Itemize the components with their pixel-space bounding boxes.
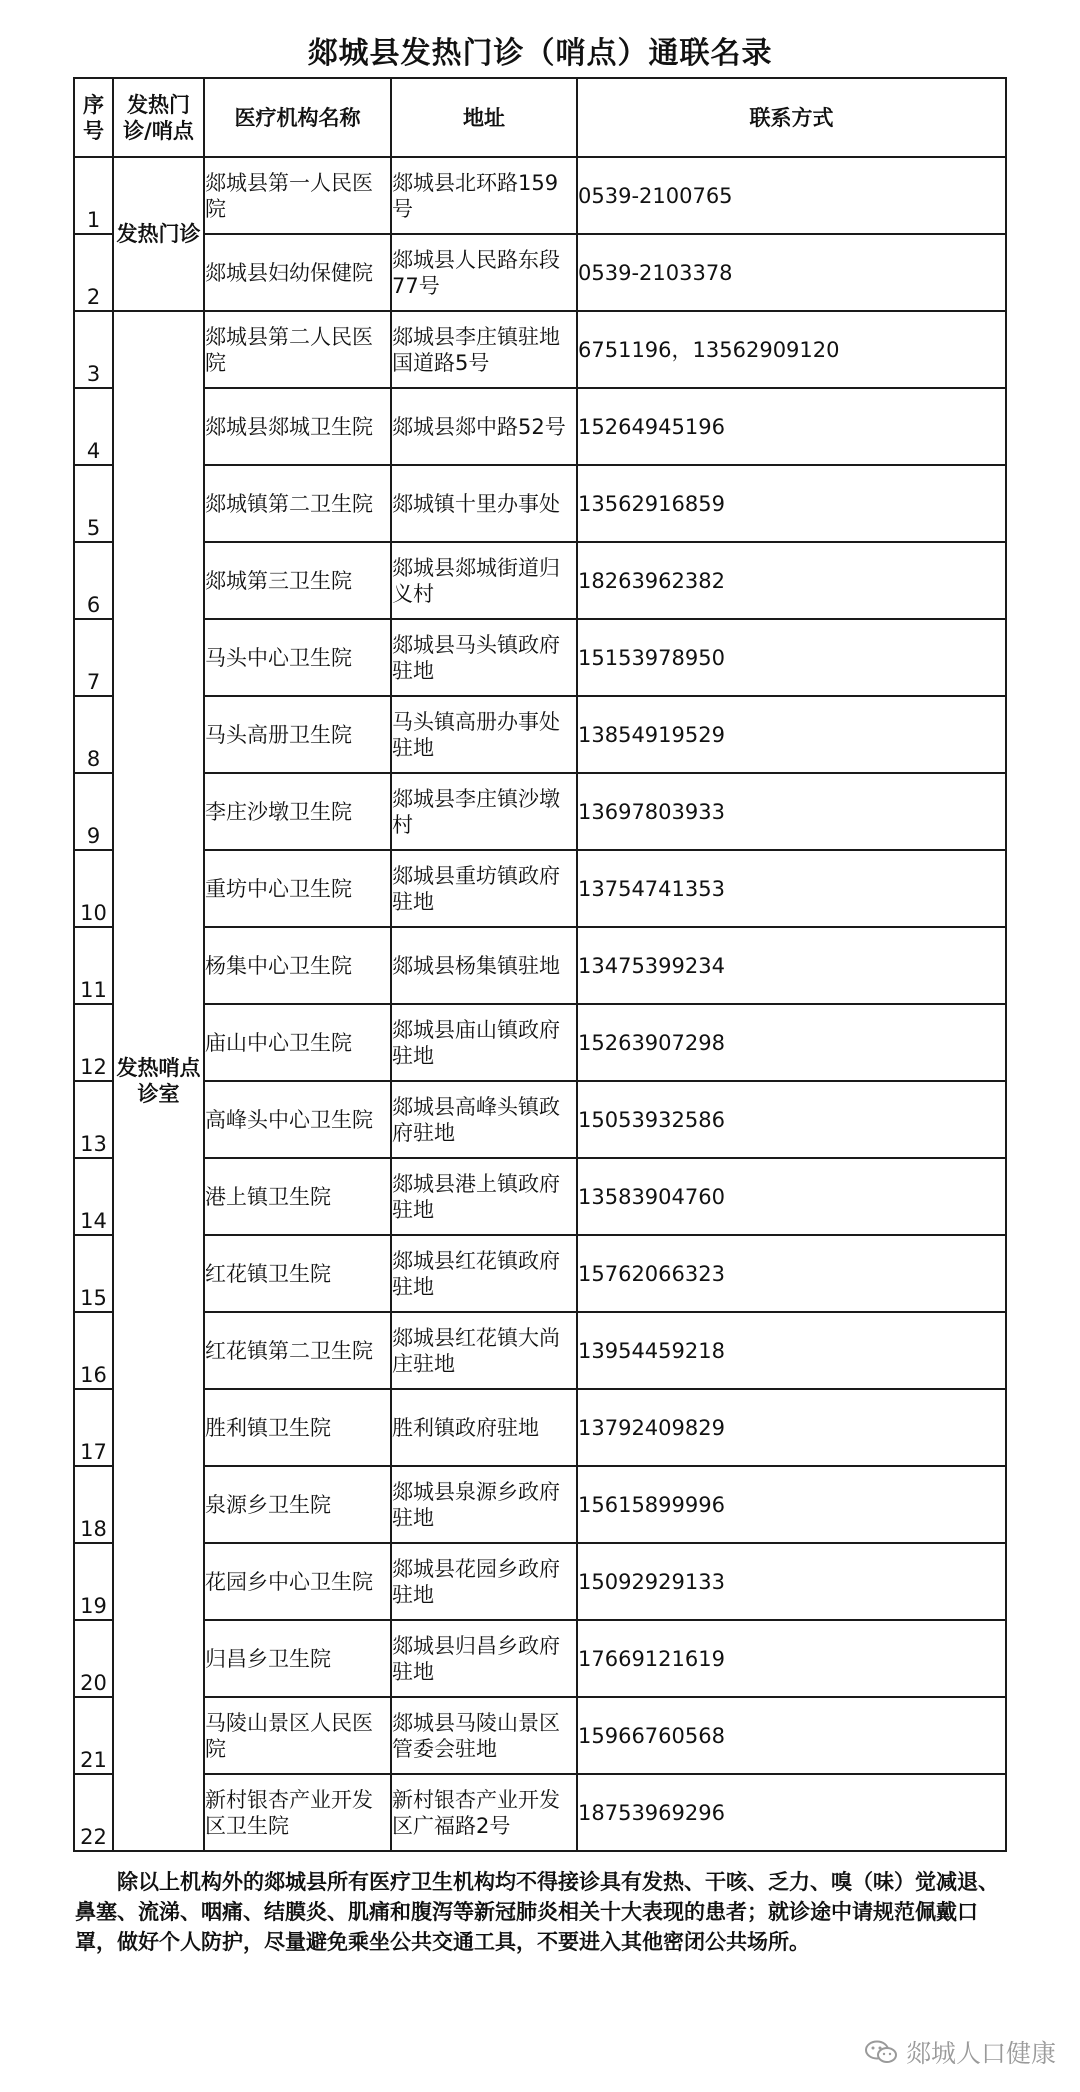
institution-name: 胜利镇卫生院 xyxy=(204,1389,391,1466)
contact-phone: 13583904760 xyxy=(577,1158,1006,1235)
table-row xyxy=(74,1543,1006,1620)
institution-name: 红花镇卫生院 xyxy=(204,1235,391,1312)
row-number: 10 xyxy=(74,850,113,927)
table-row xyxy=(74,1081,1006,1158)
row-number: 19 xyxy=(74,1543,113,1620)
row-number: 15 xyxy=(74,1235,113,1312)
table-row xyxy=(74,1389,1006,1466)
institution-name: 港上镇卫生院 xyxy=(204,1158,391,1235)
contact-phone: 0539-2103378 xyxy=(577,234,1006,311)
table-row xyxy=(74,850,1006,927)
row-number: 8 xyxy=(74,696,113,773)
institution-name: 马头中心卫生院 xyxy=(204,619,391,696)
header-clinic-type: 发热门诊/哨点 xyxy=(113,78,204,157)
watermark xyxy=(864,2034,1056,2070)
institution-name: 郯城县第二人民医院 xyxy=(204,311,391,388)
clinic-type-cell: 发热门诊 xyxy=(113,157,204,311)
institution-name: 归昌乡卫生院 xyxy=(204,1620,391,1697)
institution-name: 马头高册卫生院 xyxy=(204,696,391,773)
contact-phone: 13562916859 xyxy=(577,465,1006,542)
header-institution-name: 医疗机构名称 xyxy=(204,78,391,157)
table-row xyxy=(74,465,1006,542)
address: 郯城县泉源乡政府驻地 xyxy=(391,1466,577,1543)
row-number: 21 xyxy=(74,1697,113,1774)
row-number: 13 xyxy=(74,1081,113,1158)
address: 郯城县郯城街道归义村 xyxy=(391,542,577,619)
institution-name: 花园乡中心卫生院 xyxy=(204,1543,391,1620)
contact-phone: 15966760568 xyxy=(577,1697,1006,1774)
contact-phone: 15153978950 xyxy=(577,619,1006,696)
institution-name: 新村银杏产业开发区卫生院 xyxy=(204,1774,391,1851)
table-row xyxy=(74,1466,1006,1543)
institution-name: 庙山中心卫生院 xyxy=(204,1004,391,1081)
contact-phone: 17669121619 xyxy=(577,1620,1006,1697)
institution-name: 马陵山景区人民医院 xyxy=(204,1697,391,1774)
address: 马头镇高册办事处驻地 xyxy=(391,696,577,773)
table-row xyxy=(74,542,1006,619)
row-number: 4 xyxy=(74,388,113,465)
contact-phone: 13475399234 xyxy=(577,927,1006,1004)
watermark-text: 郯城人口健康 xyxy=(905,2039,1056,2068)
contact-phone: 15263907298 xyxy=(577,1004,1006,1081)
header-address: 地址 xyxy=(391,78,577,157)
contact-phone: 13754741353 xyxy=(577,850,1006,927)
contact-phone: 13697803933 xyxy=(577,773,1006,850)
contact-phone: 13792409829 xyxy=(577,1389,1006,1466)
wechat-icon xyxy=(864,2040,898,2064)
address: 郯城县人民路东段77号 xyxy=(391,234,577,311)
address: 郯城县李庄镇驻地国道路5号 xyxy=(391,311,577,388)
contact-phone: 15615899996 xyxy=(577,1466,1006,1543)
address: 郯城县北环路159号 xyxy=(391,157,577,234)
table-row xyxy=(74,1235,1006,1312)
row-number: 12 xyxy=(74,1004,113,1081)
address: 郯城县红花镇大尚庄驻地 xyxy=(391,1312,577,1389)
institution-name: 郯城镇第二卫生院 xyxy=(204,465,391,542)
address: 新村银杏产业开发区广福路2号 xyxy=(391,1774,577,1851)
address: 郯城县庙山镇政府驻地 xyxy=(391,1004,577,1081)
header-number: 序号 xyxy=(74,78,113,157)
row-number: 1 xyxy=(74,157,113,234)
institution-name: 郯城县郯城卫生院 xyxy=(204,388,391,465)
table-row xyxy=(74,1004,1006,1081)
table-row xyxy=(74,1312,1006,1389)
table-row xyxy=(74,1158,1006,1235)
row-number: 5 xyxy=(74,465,113,542)
institution-name: 李庄沙墩卫生院 xyxy=(204,773,391,850)
row-number: 18 xyxy=(74,1466,113,1543)
notice-text: 除以上机构外的郯城县所有医疗卫生机构均不得接诊具有发热、干咳、乏力、嗅（味）觉减退、鼻塞、流涕、咽痛、结膜炎、肌痛和腹泻等新冠肺炎相关十大表现的患者；就诊途中请规范佩戴口罩，做好个人防护，尽量避免乘坐公共交通工具，不要进入其他密闭公共场所。 xyxy=(75,1870,999,1954)
address: 郯城镇十里办事处 xyxy=(391,465,577,542)
contact-phone: 15264945196 xyxy=(577,388,1006,465)
address: 郯城县港上镇政府驻地 xyxy=(391,1158,577,1235)
table-row xyxy=(74,1697,1006,1774)
table-row xyxy=(74,1774,1006,1851)
address: 郯城县马头镇政府驻地 xyxy=(391,619,577,696)
row-number: 14 xyxy=(74,1158,113,1235)
row-number: 6 xyxy=(74,542,113,619)
address: 郯城县马陵山景区管委会驻地 xyxy=(391,1697,577,1774)
table-row xyxy=(74,311,1006,388)
contact-phone: 15762066323 xyxy=(577,1235,1006,1312)
institution-name: 郯城县妇幼保健院 xyxy=(204,234,391,311)
table-row xyxy=(74,773,1006,850)
row-number: 17 xyxy=(74,1389,113,1466)
page-title: 郯城县发热门诊（哨点）通联名录 xyxy=(307,36,773,71)
contact-phone: 6751196，13562909120 xyxy=(577,311,1006,388)
contact-phone: 18753969296 xyxy=(577,1774,1006,1851)
institution-name: 郯城第三卫生院 xyxy=(204,542,391,619)
address: 胜利镇政府驻地 xyxy=(391,1389,577,1466)
table-row xyxy=(74,927,1006,1004)
address: 郯城县花园乡政府驻地 xyxy=(391,1543,577,1620)
contact-phone: 15092929133 xyxy=(577,1543,1006,1620)
contact-phone: 18263962382 xyxy=(577,542,1006,619)
table-row xyxy=(74,619,1006,696)
table-row xyxy=(74,696,1006,773)
address: 郯城县杨集镇驻地 xyxy=(391,927,577,1004)
clinic-directory-table xyxy=(73,77,1007,1852)
row-number: 22 xyxy=(74,1774,113,1851)
row-number: 7 xyxy=(74,619,113,696)
institution-name: 泉源乡卫生院 xyxy=(204,1466,391,1543)
contact-phone: 15053932586 xyxy=(577,1081,1006,1158)
row-number: 16 xyxy=(74,1312,113,1389)
address: 郯城县郯中路52号 xyxy=(391,388,577,465)
institution-name: 红花镇第二卫生院 xyxy=(204,1312,391,1389)
institution-name: 高峰头中心卫生院 xyxy=(204,1081,391,1158)
header-contact: 联系方式 xyxy=(577,78,1006,157)
row-number: 9 xyxy=(74,773,113,850)
table-row xyxy=(74,234,1006,311)
address: 郯城县红花镇政府驻地 xyxy=(391,1235,577,1312)
clinic-type-cell: 发热哨点诊室 xyxy=(113,311,204,1851)
contact-phone: 0539-2100765 xyxy=(577,157,1006,234)
institution-name: 重坊中心卫生院 xyxy=(204,850,391,927)
address: 郯城县李庄镇沙墩村 xyxy=(391,773,577,850)
institution-name: 郯城县第一人民医院 xyxy=(204,157,391,234)
row-number: 3 xyxy=(74,311,113,388)
address: 郯城县高峰头镇政府驻地 xyxy=(391,1081,577,1158)
row-number: 2 xyxy=(74,234,113,311)
row-number: 20 xyxy=(74,1620,113,1697)
row-number: 11 xyxy=(74,927,113,1004)
contact-phone: 13954459218 xyxy=(577,1312,1006,1389)
address: 郯城县归昌乡政府驻地 xyxy=(391,1620,577,1697)
address: 郯城县重坊镇政府驻地 xyxy=(391,850,577,927)
contact-phone: 13854919529 xyxy=(577,696,1006,773)
table-header-row xyxy=(74,78,1006,157)
table-row xyxy=(74,388,1006,465)
table-row xyxy=(74,1620,1006,1697)
table-row xyxy=(74,157,1006,234)
institution-name: 杨集中心卫生院 xyxy=(204,927,391,1004)
